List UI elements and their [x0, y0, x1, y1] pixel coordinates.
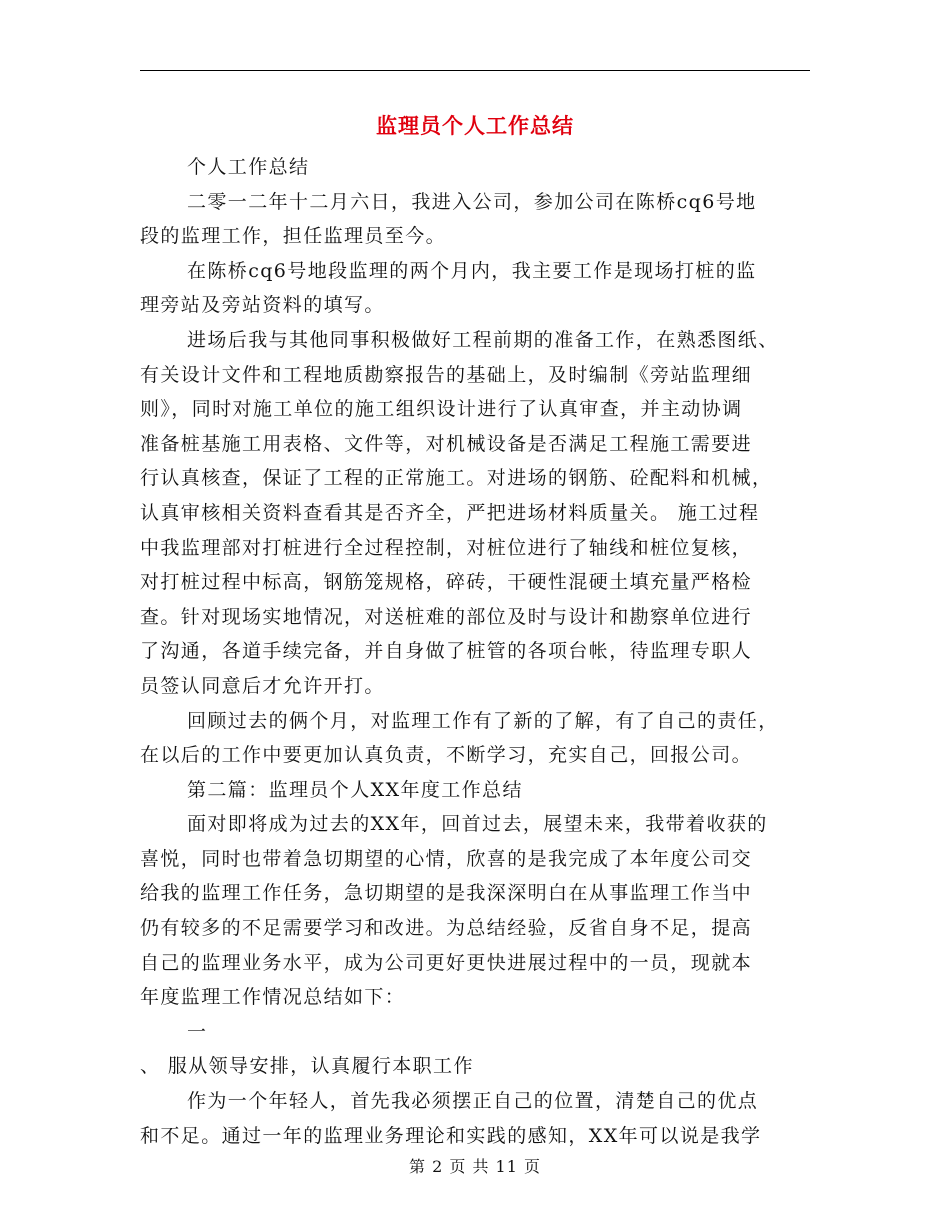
body-line: 有关设计文件和工程地质勘察报告的基础上，及时编制《旁站监理细 [140, 363, 753, 386]
body-line: 准备桩基施工用表格、文件等，对机械设备是否满足工程施工需要进 [140, 432, 753, 455]
body-line: 查。针对现场实地情况，对送桩难的部位及时与设计和勘察单位进行 [140, 605, 753, 628]
body-line: 作为一个年轻人，首先我必须摆正自己的位置，清楚自己的优点 [187, 1090, 759, 1113]
body-line: 和不足。通过一年的监理业务理论和实践的感知，XX年可以说是我学 [140, 1124, 762, 1147]
body-line: 中我监理部对打桩进行全过程控制，对桩位进行了轴线和桩位复核， [140, 536, 753, 559]
body-line: 员签认同意后才允许开打。 [140, 674, 385, 697]
body-line: 自己的监理业务水平，成为公司更好更快进展过程中的一员，现就本 [140, 951, 753, 974]
body-line: 个人工作总结 [187, 156, 310, 178]
document-body [140, 150, 810, 1153]
list-heading: 、 服从领导安排，认真履行本职工作 [140, 1055, 474, 1078]
body-line: 行认真核查，保证了工程的正常施工。对进场的钢筋、砼配料和机械， [140, 467, 773, 490]
body-line: 一 [187, 1020, 208, 1043]
body-line: 对打桩过程中标高，钢筋笼规格，碎砖，干硬性混硬土填充量严格检 [140, 571, 753, 594]
page-number: 第 2 页 共 11 页 [409, 1157, 541, 1176]
body-line: 在陈桥cq6号地段监理的两个月内，我主要工作是现场打桩的监 [187, 259, 757, 282]
body-line: 仍有较多的不足需要学习和改进。为总结经验，反省自身不足，提高 [140, 917, 753, 940]
body-line: 二零一二年十二月六日，我进入公司，参加公司在陈桥cq6号地 [187, 190, 757, 213]
body-line: 面对即将成为过去的XX年，回首过去，展望未来，我带着收获的 [187, 813, 768, 836]
body-line: 则》，同时对施工单位的施工组织设计进行了认真审查，并主动协调 [140, 398, 743, 421]
body-line: 认真审核相关资料查看其是否齐全，严把进场材料质量关。 施工过程 [140, 501, 760, 524]
body-line: 在以后的工作中要更加认真负责，不断学习，充实自己，回报公司。 [140, 744, 753, 767]
body-line: 理旁站及旁站资料的填写。 [140, 294, 385, 317]
header-rule [140, 70, 810, 71]
body-line: 喜悦，同时也带着急切期望的心情，欣喜的是我完成了本年度公司交 [140, 847, 753, 870]
body-line: 进场后我与其他同事积极做好工程前期的准备工作，在熟悉图纸、 [187, 328, 779, 351]
body-line: 了沟通，各道手续完备，并自身做了桩管的各项台帐，待监理专职人 [140, 640, 753, 663]
body-line: 年度监理工作情况总结如下： [140, 986, 406, 1009]
body-line: 段的监理工作，担任监理员至今。 [140, 225, 447, 248]
section-heading: 第二篇：监理员个人XX年度工作总结 [187, 778, 523, 801]
body-line: 回顾过去的俩个月，对监理工作有了新的了解，有了自己的责任， [187, 709, 779, 732]
document-title: 监理员个人工作总结 [376, 114, 574, 138]
body-line: 给我的监理工作任务，急切期望的是我深深明白在从事监理工作当中 [140, 882, 753, 905]
